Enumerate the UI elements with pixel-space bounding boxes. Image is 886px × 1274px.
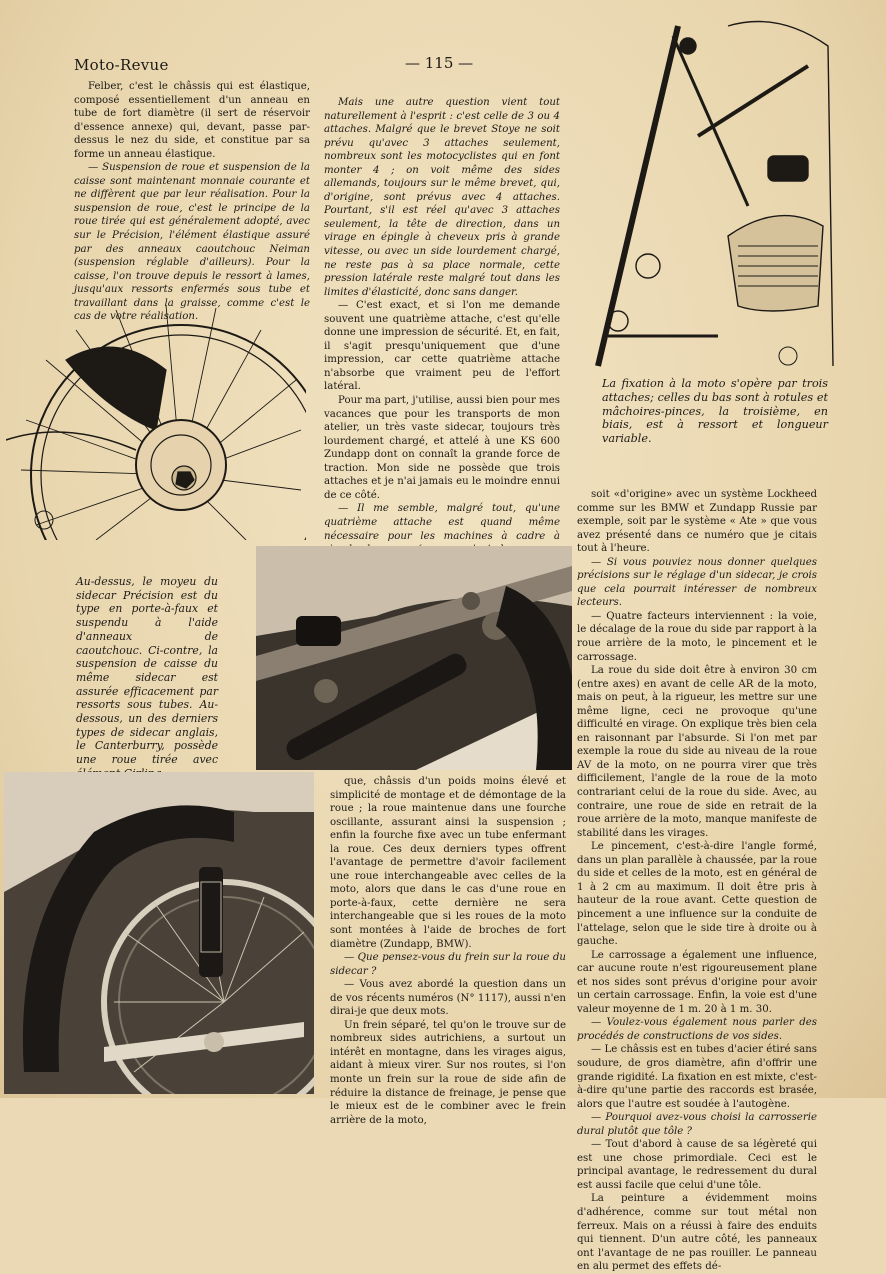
paragraph: — Quatre facteurs interviennent : la voie, le décalage de la roue du side par rapport à la roue arrière de la moto, le pincement et le carrossage. [577, 610, 817, 663]
paragraph: — C'est exact, et si l'on me demande souvent une quatrième attache, c'est qu'elle donne une impression de sécurité. Et, en fait, il s'agit presqu'uniquement que d'une impression, car cette quatrième attache n'absorbe que vraiment peu de l'effort latéral. [324, 300, 560, 393]
caption-right: La fixation à la moto s'opère par trois attaches; celles du bas sont à rotules et mâchoires-pinces, la troisième, en biais, est à ressort et longueur variable. [602, 377, 828, 446]
paragraph: — Si vous pouviez nous donner quelques précisions sur le réglage d'un sidecar, je crois que cela pourrait intéresser de nombreux lecteurs. [577, 556, 817, 609]
column-3 [577, 488, 817, 1274]
paragraph: — Suspension de roue et suspension de la caisse sont maintenant monnaie courante et ne diffèrent que par leur réalisation. Pour la suspension de roue, c'est le principe de la roue tirée qui est généralement adopté, avec sur le Précision, l'élément élastique assuré par des anneaux caoutchouc Neiman (suspension réglable d'ailleurs). Pour la caisse, l'on trouve depuis le ressort à lames, jusqu'aux ressorts enfermés sous tube et travaillant dans la graisse, comme c'est le cas de votre réalisation. [74, 162, 310, 323]
paragraph: Felber, c'est le châssis qui est élastique, composé essentiellement d'un anneau en tube de fort diamètre (il sert de réservoir d'essence annexe) qui, devant, passe par-dessus le nez du side, et constitue par sa forme un anneau élastique. [74, 81, 310, 160]
caisse-suspension-photo [256, 546, 572, 770]
magazine-title: Moto-Revue [74, 56, 169, 74]
wheel-hub-drawing [6, 300, 306, 540]
paragraph: Pour ma part, j'utilise, aussi bien pour mes vacances que pour les transports de mon atelier, un très vaste sidecar, toujours très lourdement chargé, et attelé à une KS 600 Zundapp dont on connaît la grande force de traction. Mon side ne possède que trois attaches et je n'ai jamais eu le moindre ennui de ce côté. [324, 395, 560, 501]
column-1 [74, 80, 310, 324]
paragraph: La peinture a évidemment moins d'adhérence, comme sur tout métal non ferreux. Mais on a réussi à faire des enduits qui tiennent. D'un autre côté, les panneaux ont l'avantage de ne pas rouiller. Le panneau en alu permet des effets dé- [577, 1193, 817, 1273]
page-number: — 115 — [405, 54, 474, 72]
paragraph: — Il me semble, malgré tout, qu'une quatrième attache est quand même nécessaire pour les machines à cadre à [324, 503, 560, 542]
paragraph: — Que pensez-vous du frein sur la roue du sidecar ? [330, 952, 566, 977]
paragraph: que, châssis d'un poids moins élevé et simplicité de montage et de démontage de la roue ; la roue maintenue dans une fourche oscillante, assurant ainsi la suspension ; enfin la fourche fixe avec un tube enfermant la roue. Ces deux derniers types offrent l'avantage de permettre d'avoir facilement une roue interchangeable avec celles de la moto, alors que dans le cas d'une roue en porte-à-faux, cette dernière ne sera interchangeable que si les roues de la moto sont montées à l'aide de broches de fort diamètre (Zundapp, BMW). [330, 776, 566, 950]
paragraph: — Le châssis est en tubes d'acier étiré sans soudure, de gros diamètre, afin d'offrir une grande rigidité. La fixation en est mixte, c'est-à-dire qu'une partie des raccords est brasée, alors que l'autre est soudée à l'autogène. [577, 1044, 817, 1110]
suspension-photo-drawing [256, 546, 572, 770]
caption-left: Au-dessus, le moyeu du sidecar Précision est du type en porte-à-faux et suspendu à l'aide d'anneaux de caoutchouc. Ci-contre, la suspension de caisse du même sidecar est assurée efficacement par ressorts sous tubes. Au-dessous, un des derniers types de sidecar anglais, le Canterburry, possède une roue tirée avec [76, 575, 218, 767]
column-4 [330, 775, 566, 1127]
canterbury-photo-drawing [4, 772, 314, 1094]
motorcycle-mount-illustration [578, 6, 840, 378]
paragraph: Un frein séparé, tel qu'on le trouve sur de nombreux sides autrichiens, a surtout un intérêt en montagne, dans les virages aigus, aidant à mieux virer. Sur nos routes, si l'on monte un frein sur la roue de side afin de réduire la distance de freinage, je pense que le mieux est de le combiner avec le frein arrière de la moto, [330, 1019, 566, 1126]
paragraph: — Voulez-vous également nous parler des procédés de constructions de vos sides. [577, 1017, 817, 1042]
paragraph: — Pourquoi avez-vous choisi la carrosserie dural plutôt que tôle ? [577, 1112, 817, 1137]
motorcycle-mount-drawing [578, 6, 840, 378]
paragraph: soit «d'origine» avec un système Lockheed comme sur les BMW et Zundapp Russie par exemple, soit par le système « Ate » que vous avez présenté dans ce numéro que je citais tout à l'heure. [577, 489, 817, 555]
wheel-hub-illustration [6, 300, 306, 540]
paragraph: Le carrossage a également une influence, car aucune route n'est rigoureusement plane et nos sides sont prévus d'origine pour avoir un certain carrossage. Enfin, la voie est d'une valeur moyenne de 1 m. 20 à 1 m. 30. [577, 949, 817, 1015]
paragraph: — Tout d'abord à cause de sa légèreté qui est une chose primordiale. Ceci est le principal avantage, le redressement du dural est aussi facile que celui d'une tôle. [577, 1139, 817, 1191]
paragraph: Mais une autre question vient tout naturellement à l'esprit : c'est celle de 3 ou 4 attaches. Malgré que le brevet Stoye ne soit prévu qu'avec 3 attaches seulement, nombreux sont les motocyclistes qui en font monter 4 ; on voit même des sides allemands, toujours sur le même brevet, qui, d'origine, sont prévus avec 4 attaches. Pourtant, s'il est réel qu'avec 3 attaches seulement, la tête de direction, dans un virage en épingle à cheveux pris à grande vitesse, ou avec un side lourdement chargé, ne reste pas à sa place normale, cette pression latérale reste malgré tout dans les limites d'élasticité, donc sans danger. [324, 97, 560, 298]
canterbury-wheel-photo [4, 772, 314, 1094]
paragraph: Le pincement, c'est-à-dire l'angle formé, dans un plan parallèle à chaussée, par la roue du side et celles de la moto, est en général de 1 à 2 cm au maximum. Il doit être pris à hauteur de la roue avant. Cette question de pincement a une influence sur la conduite de l'attelage, selon que le side tire à droite ou à gauche. [577, 841, 817, 948]
paragraph: — Vous avez abordé la question dans un de vos récents numéros (N° 1117), aussi n'en dirai-je que deux mots. [330, 979, 566, 1018]
paragraph: La roue du side doit être à environ 30 cm (entre axes) en avant de celle AR de la moto, mais on peut, à la rigueur, les mettre sur une même ligne, ceci ne provoque qu'une difficulté en virage. On explique très bien cela en raisonnant par l'absurde. Si l'on met par exemple la roue du side au niveau de la roue AV de la moto, on ne pourra virer que très difficilement, l'angle de la roue de la moto contrariant celui de la roue du side. Avec, au contraire, une roue de side en retrait de la roue arrière de la moto, manque manifeste de stabilité dans les virages. [577, 665, 817, 839]
